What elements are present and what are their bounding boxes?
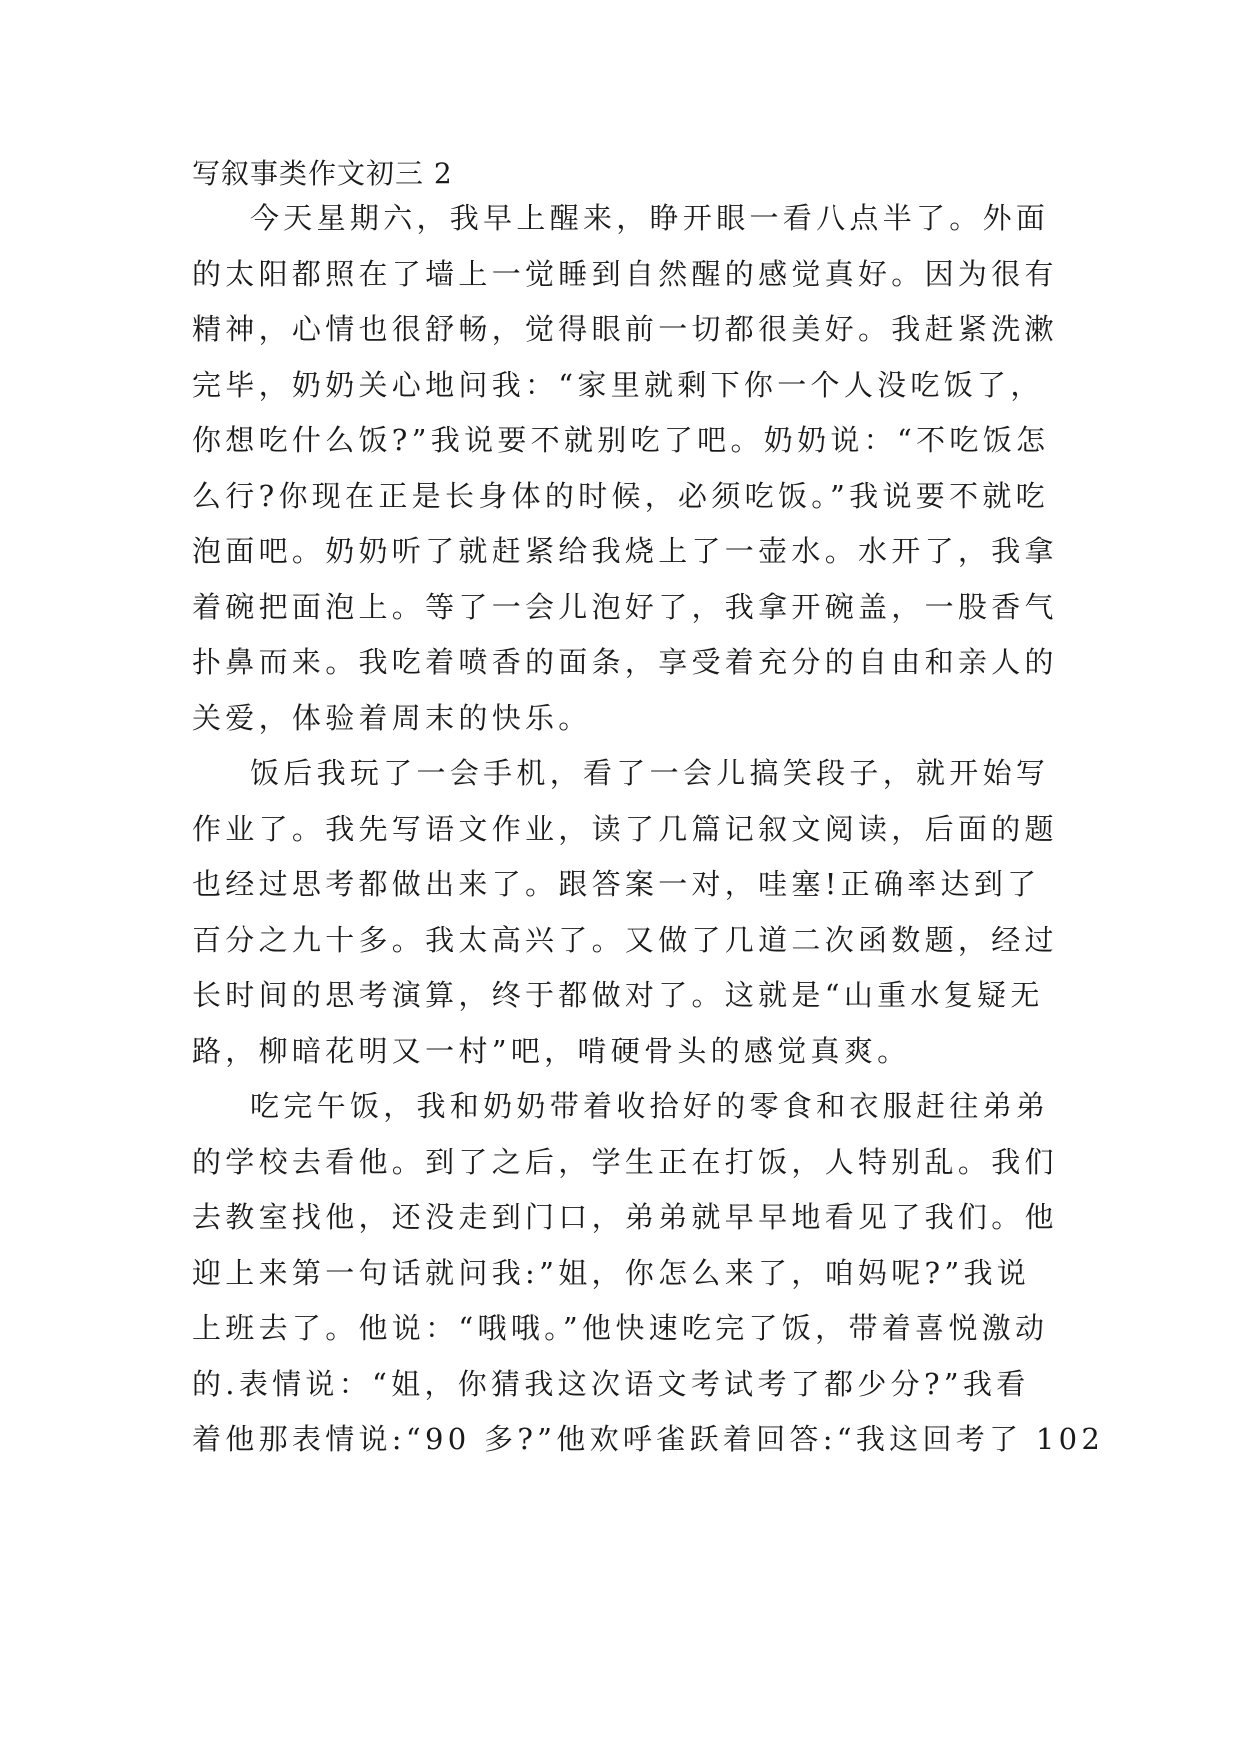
paragraph-line: 迎上来第一句话就问我:”姐，你怎么来了，咱妈呢?”我说 — [192, 1256, 1031, 1290]
paragraph-line: 着他那表情说:“90 多?”他欢呼雀跃着回答:“我这回考了 102 — [192, 1422, 1105, 1456]
paragraph-line: 去教室找他，还没走到门口，弟弟就早早地看见了我们。他 — [192, 1200, 1058, 1234]
paragraph-line: 百分之九十多。我太高兴了。又做了几道二次函数题，经过 — [192, 923, 1058, 957]
paragraph-line: 的.表情说：“姐，你猜我这次语文考试考了都少分?”我看 — [192, 1367, 1030, 1401]
paragraph-line: 的学校去看他。到了之后，学生正在打饭，人特别乱。我们 — [192, 1145, 1058, 1179]
paragraph-line: 完毕，奶奶关心地问我：“家里就剩下你一个人没吃饭了， — [192, 368, 1044, 402]
paragraph-line: 饭后我玩了一会手机，看了一会儿搞笑段子，就开始写 — [250, 756, 1050, 790]
paragraph-line: 长时间的思考演算，终于都做对了。这就是“山重水复疑无 — [192, 978, 1044, 1012]
paragraph-line: 着碗把面泡上。等了一会儿泡好了，我拿开碗盖，一股香气 — [192, 590, 1058, 624]
paragraph-line: 作业了。我先写语文作业，读了几篇记叙文阅读，后面的题 — [192, 812, 1058, 846]
paragraph-line: 路，柳暗花明又一村”吧，啃硬骨头的感觉真爽。 — [192, 1034, 911, 1068]
paragraph-line: 吃完午饭，我和奶奶带着收拾好的零食和衣服赶往弟弟 — [250, 1089, 1050, 1123]
paragraph-line: 今天星期六，我早上醒来，睁开眼一看八点半了。外面 — [250, 201, 1050, 235]
paragraph-line: 也经过思考都做出来了。跟答案一对，哇塞!正确率达到了 — [192, 867, 1041, 901]
document-title: 写叙事类作文初三 2 — [192, 157, 453, 190]
paragraph-line: 的太阳都照在了墙上一觉睡到自然醒的感觉真好。因为很有 — [192, 257, 1058, 291]
paragraph-line: 关爱，体验着周末的快乐。 — [192, 701, 592, 735]
paragraph-line: 泡面吧。奶奶听了就赶紧给我烧上了一壶水。水开了，我拿 — [192, 534, 1058, 568]
paragraph-line: 你想吃什么饭?”我说要不就别吃了吧。奶奶说：“不吃饭怎 — [192, 423, 1050, 457]
paragraph-line: 精神，心情也很舒畅，觉得眼前一切都很美好。我赶紧洗漱 — [192, 312, 1058, 346]
paragraph-line: 么行?你现在正是长身体的时候，必须吃饭。”我说要不就吃 — [192, 479, 1049, 513]
paragraph-line: 上班去了。他说：“哦哦。”他快速吃完了饭，带着喜悦激动 — [192, 1311, 1049, 1345]
paragraph-line: 扑鼻而来。我吃着喷香的面条，享受着充分的自由和亲人的 — [192, 645, 1058, 679]
